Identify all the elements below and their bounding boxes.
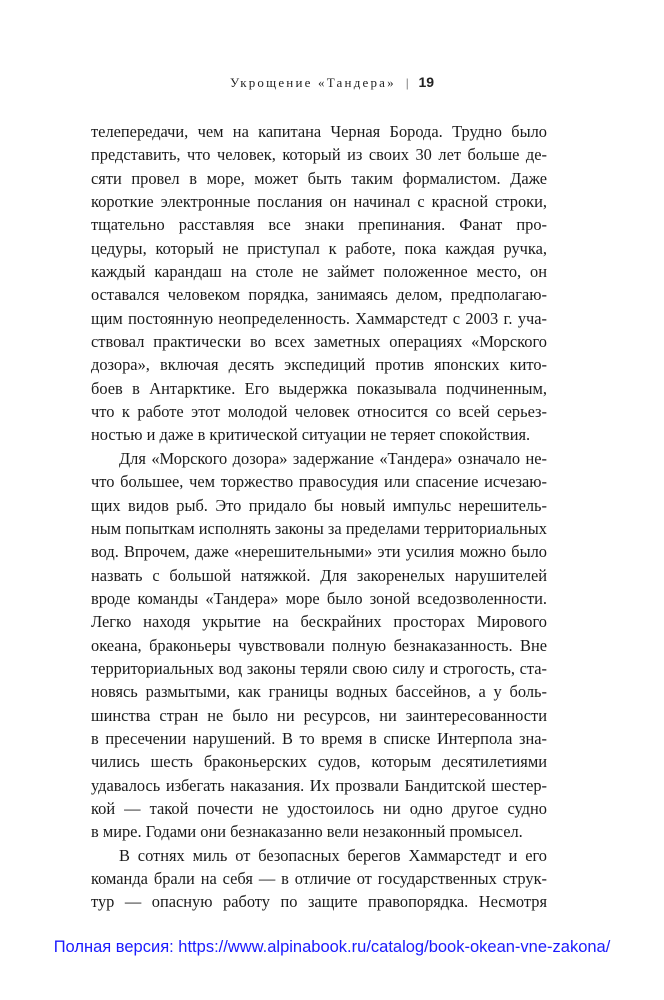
- text-line: что большее, чем торжество правосудия или спасение исчезаю-: [91, 472, 547, 492]
- text-line: кой — такой почести не удостоилось ни одно другое судно: [91, 798, 547, 818]
- text-line: щим постоянную неопределенность. Хаммарстедт с 2003 г. уча-: [91, 308, 547, 328]
- text-line: назвать с большой натяжкой. Для закоренелых нарушителей: [91, 565, 547, 585]
- text-line: удавалось избегать наказания. Их прозвали Бандитской шестер-: [91, 775, 547, 795]
- text-line: океана, браконьеры чувствовали полную безнаказанность. Вне: [91, 635, 547, 655]
- page-number: 19: [418, 74, 435, 90]
- text-line: В сотнях миль от безопасных берегов Хаммарстедт и его: [119, 845, 547, 865]
- text-line: чились шесть браконьерских судов, которым десятилетиями: [91, 752, 547, 772]
- full-version-link[interactable]: Полная версия: https://www.alpinabook.ru/catalog/book-okean-vne-zakona/: [53, 938, 611, 956]
- header-separator: |: [405, 75, 409, 90]
- text-line: дозора», включая десять экспедиций против японских кито-: [91, 355, 547, 375]
- text-line: территориальных вод законы теряли свою силу и строгость, ста-: [91, 658, 547, 678]
- text-line: Для «Морского дозора» задержание «Тандера» означало не-: [119, 448, 547, 468]
- text-line: каждый карандаш на столе не займет положенное место, он: [91, 262, 547, 282]
- text-line: ствовал практически во всех заметных операциях «Морского: [91, 332, 547, 352]
- text-line: цедуры, который не приступал к работе, пока каждая ручка,: [91, 238, 547, 258]
- text-line: боев в Антарктике. Его выдержка показывала подчиненным,: [91, 378, 547, 398]
- text-line: в пресечении нарушений. В то время в списке Интерпола зна-: [91, 728, 547, 748]
- text-line: тщательно расставляя все знаки препинания. Фанат про-: [91, 215, 547, 235]
- text-line: тур — опасную работу по защите правопорядка. Несмотря: [91, 892, 547, 912]
- text-line: Легко находя укрытие на бескрайних просторах Мирового: [91, 612, 547, 632]
- text-line: ным попыткам исполнять законы за пределами территориальных: [91, 518, 547, 538]
- text-line: оставался человеком порядка, занимаясь делом, предполагаю-: [91, 285, 547, 305]
- text-line: вод. Впрочем, даже «нерешительными» эти усилия можно было: [91, 542, 547, 562]
- text-line: ностью и даже в критической ситуации не теряет спокойствия.: [91, 425, 531, 445]
- text-line: шинства стран не было ни ресурсов, ни заинтересованности: [91, 705, 547, 725]
- text-line: новясь размытыми, как границы водных бассейнов, а у боль-: [91, 682, 547, 702]
- text-line: короткие электронные послания он начинал с красной строки,: [91, 192, 547, 212]
- chapter-title: Укрощение «Тандера»: [229, 75, 396, 90]
- text-line: представить, что человек, который из своих 30 лет больше де-: [91, 145, 547, 165]
- text-line: команда брали на себя — в отличие от государственных струк-: [91, 869, 547, 888]
- running-header: [0, 74, 664, 91]
- text-line: щих видов рыб. Это придало бы новый импульс нерешитель-: [91, 495, 547, 515]
- body-text: [91, 120, 547, 914]
- text-line: телепередачи, чем на капитана Черная Борода. Трудно было: [91, 122, 547, 141]
- text-line: сяти провел в море, может быть таким формалистом. Даже: [91, 168, 547, 188]
- text-line: вроде команды «Тандера» море было зоной вседозволенности.: [91, 588, 547, 608]
- text-line: что к работе этот молодой человек относится со всей серьез-: [91, 402, 547, 422]
- text-line: в мире. Годами они безнаказанно вели незаконный промысел.: [91, 822, 523, 842]
